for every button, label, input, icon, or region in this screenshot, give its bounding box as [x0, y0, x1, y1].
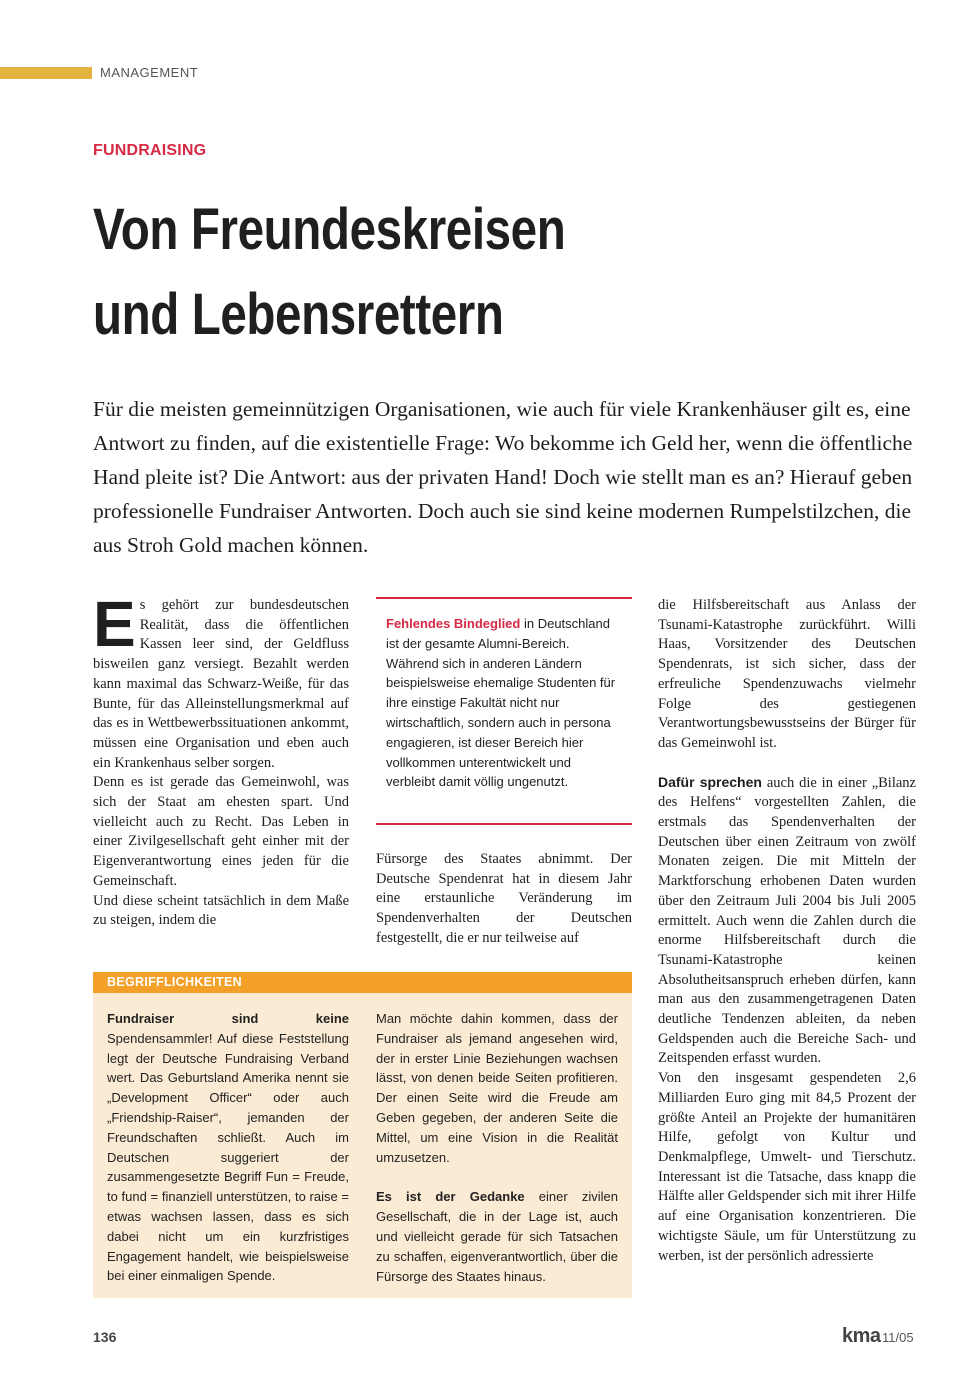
- pullquote-top-rule: [376, 597, 632, 599]
- paragraph: die Hilfsbereitschaft aus Anlass der Tsunami-Katastrophe zurückführt. Willi Haas, Vorsitzender des Deutschen Spendenrats, ist sich sicher, dass der erfreuliche Spendenzuwachs vielmehr Folge des gestiegenen Verantwortungsbewusstseins der Bürger für das Gemeinwohl ist.: [658, 597, 916, 751]
- paragraph: [658, 773, 916, 1070]
- info-box-text: einer zivilen Gesellschaft, die in der Lage ist, auch und vielleicht gerade für sich Tatsachen zu schaffen, eigenverantwortlich, über die Fürsorge des Staates hinaus.: [376, 1189, 618, 1284]
- paragraph-lead: Dafür sprechen: [658, 773, 762, 790]
- section-color-bar: [0, 67, 92, 79]
- info-box-title: BEGRIFFLICHKEITEN: [107, 975, 242, 989]
- lead-paragraph: Für die meisten gemeinnützigen Organisationen, wie auch für viele Krankenhäuser gilt es, eine Antwort zu finden, auf die existentielle Frage: Wo bekomme ich Geld her, wenn die öffentliche Hand pleite ist? Die Antwort: aus der privaten Hand! Doch wie stellt man es an? Hierauf geben professionelle Fundraiser Antworten. Doch auch sie sind keine modernen Rumpelstilzchen, die aus Stroh Gold machen können.: [93, 397, 913, 557]
- info-box-text: Spendensammler! Auf diese Feststellung legt der Deutsche Fundraising Verband wert. Das Geburtsland Amerika nennt sie „Development Officer“ oder auch „Friendship-Raiser“, jemanden der Freundschaften schließt. Auch im Deutschen suggeriert der zusammengesetzte Begriff Fun = Freude, to fund = finanziell unterstützen, to raise = etwas wachsen lassen, dass es sich dabei nicht um ein kurzfristiges Engagement handelt, wie beispielsweise bei einer einmaligen Spende.: [107, 1030, 349, 1284]
- kicker: FUNDRAISING: [93, 142, 207, 159]
- section-label: MANAGEMENT: [100, 65, 199, 80]
- info-box-text: Man möchte dahin kommen, dass der Fundraiser als jemand angesehen wird, der in erster Linie Beziehungen wachsen lässt, von denen beide Seiten profitieren. Der einen Seite wird die Freude am Geben gegeben, der anderen Seite die Mittel, um eine Vision in die Realität umzusetzen.: [376, 1011, 618, 1165]
- issue-number: 11/05: [882, 1330, 914, 1345]
- info-box-column-2: [376, 1009, 618, 1286]
- headline-line-2: und Lebensrettern: [93, 282, 504, 347]
- paragraph: Denn es ist gerade das Gemeinwohl, was sich der Staat am ehesten spart. Und vielleicht auch zu Recht. Das Leben in einer Zivilgesellschaft geht einher mit der Eigenverantwortung eines jeden für die Gemeinschaft.: [93, 774, 349, 889]
- magazine-logo: kma: [842, 1325, 881, 1347]
- paragraph: Von den insgesamt gespendeten 2,6 Milliarden Euro ging mit 84,5 Prozent der größte Anteil an Projekte der humanitären Hilfe, gefolgt von Kultur und Denkmalpflege, Umwelt- und Tierschutz. Interessant ist die Tatsache, dass knapp die Hälfte aller Geldspender sich mit ihrer Hilfe auf eine Organisation konzentrieren. Die wichtigste Säule, um für Unterstützung zu werben, ist der persönlich adressierte: [658, 1070, 916, 1264]
- column-2: [376, 850, 632, 949]
- column-3: [658, 596, 916, 1266]
- pullquote-text: in Deutschland ist der gesamte Alumni-Bereich. Während sich in anderen Ländern beispielsweise ehemalige Studenten für ihre einstige Fakultät nicht nur wirtschaftlich, sondern auch in persona engagieren, ist dieser Bereich hier vollkommen unterentwickelt und verbleibt damit völlig ungenutzt.: [386, 616, 616, 790]
- headline-line-1: Von Freundeskreisen: [93, 197, 566, 262]
- paragraph-text: auch die in einer „Bilanz des Helfens“ vorgestellten Zahlen, die erstmals das Spendenverhalten der Deutschen über einen Zeitraum von zwölf Monaten zeigen. Die mit Mitteln der Marktforschung erhobenen Daten wurden über den Zeitraum Juli 2004 bis Juli 2005 ermittelt. Auch wenn die Zahlen durch die enorme Hilfsbereitschaft durch die Tsunami-Katastrophe keinen Absolutheitsanspruch erheben dürfen, kann man aus den zusammengetragenen Daten deutliche Tendenzen ableiten, da neben Geldspenden auch die Bereiche Sach- und Zeitspenden erfasst wurden.: [658, 774, 916, 1067]
- pullquote-lead: Fehlendes Bindeglied: [386, 616, 521, 631]
- paragraph: s gehört zur bundesdeutschen Realität, dass die öffentlichen Kassen leer sind, der Geldfluss bisweilen ganz versiegt. Bezahlt werden kann maximal das Schwarz-Weiße, für das Bunte, für das Alleinstellungsmerkmal auf das es in Wettbewerbssituationen ankommt, müssen eine Organisation und eben auch ein Krankenhaus selber sorgen.: [93, 597, 349, 771]
- pullquote-bottom-rule: [376, 823, 632, 825]
- page-number: 136: [93, 1329, 117, 1345]
- paragraph: Und diese scheint tatsächlich in dem Maße zu steigen, indem die: [93, 892, 349, 929]
- pullquote: [386, 614, 618, 792]
- drop-cap: E: [93, 588, 136, 660]
- info-box-column-1: [107, 1009, 349, 1286]
- paragraph: Fürsorge des Staates abnimmt. Der Deutsche Spendenrat hat in diesem Jahr eine erstaunliche Veränderung im Spendenverhalten der Deutschen festgestellt, die er nur teilweise auf: [376, 851, 632, 946]
- info-box-lead: Fundraiser sind keine: [107, 1011, 349, 1026]
- column-1: [93, 588, 349, 931]
- info-box-lead: Es ist der Gedanke: [376, 1189, 525, 1205]
